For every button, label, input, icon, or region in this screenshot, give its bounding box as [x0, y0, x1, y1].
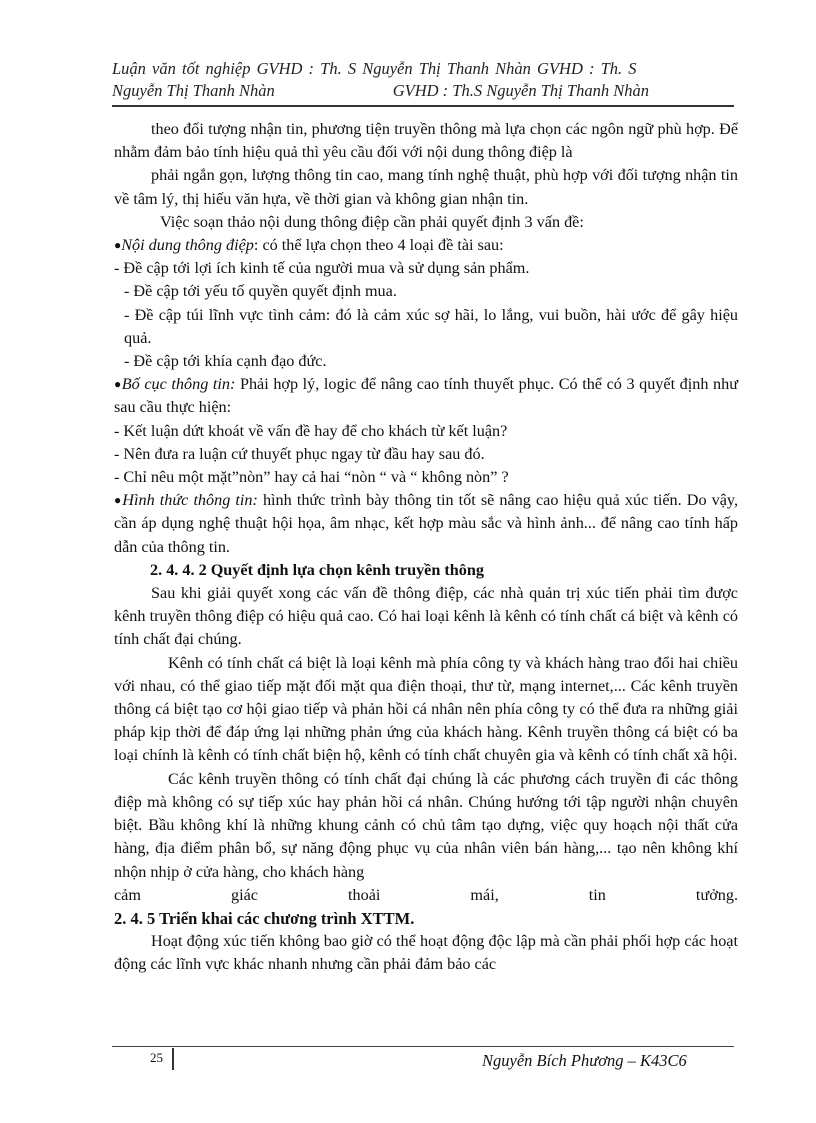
footer-divider — [112, 1046, 734, 1047]
dash-item: - Nên đưa ra luận cứ thuyết phục ngay từ đầu hay sau đó. — [114, 444, 485, 463]
bullet-icon: ● — [114, 377, 122, 392]
header-line-2 — [112, 80, 732, 102]
paragraph: Kênh có tính chất cá biệt là loại kênh mà phía công ty và khách hàng trao đổi hai chiều với nhau, có thể giao tiếp mặt đối mặt qua điện thoại, thư từ, mạng internet,... Các kênh truyền thông cá biệt tạo cơ hội giao tiếp và phản hồi cá nhân nên phía công ty có thể đưa ra những giải pháp kịp thời để đáp ứng lại những phản ứng của khách hàng. Kênh truyền thông cá biệt có ba loại chính là kênh có tính chất biện hộ, kênh có tính chất chuyên gia và kênh có tính chất xã hội. — [114, 653, 738, 765]
paragraph: theo đối tượng nhận tin, phương tiện truyền thông mà lựa chọn các ngôn ngữ phù hợp. Để nhằm đảm bảo tính hiệu quả thì yêu cầu đối với nội dung thông điệp là — [114, 120, 738, 162]
bullet-icon: ● — [114, 493, 123, 508]
bullet-lead: Nội dung thông điệp — [121, 236, 254, 255]
footer-author: Nguyễn Bích Phương – K43C6 — [482, 1051, 687, 1070]
paragraph: Các kênh truyền thông có tính chất đại chúng là các phương cách truyền đi các thông điệp mà không có sự tiếp xúc hay phản hồi cá nhân. Chúng hướng tới tập người nhận chuyên biệt. Bầu không khí là những khung cảnh có chủ tâm tạo dựng, việc quy hoạch nội thất cửa hàng, địa điểm phân bổ, sự năng động phục vụ của nhân viên bán hàng,... tạo nên không khí nhộn nhịp ở cửa hàng, cho khách hàng — [114, 769, 738, 881]
paragraph-last-line: cảm giác thoải mái, tin tưởng. — [114, 885, 738, 904]
dash-item: - Đề cập tới lợi ích kinh tế của người mua và sử dụng sản phẩm. — [114, 259, 530, 278]
page-number: 25 — [150, 1050, 163, 1065]
dash-item: - Đề cập tới khía cạnh đạo đức. — [124, 352, 327, 371]
bullet-item — [114, 373, 738, 419]
bullet-text: hình thức trình bày thông tin tốt sẽ nâng cao hiệu quả xúc tiến. Do vậy, cần áp dụng nghệ thuật hội họa, âm nhạc, kết hợp màu sắc và hình ảnh... để nâng cao tính hấp dẫn của thông tin. — [114, 491, 738, 556]
header-line-2-left: Nguyễn Thị Thanh Nhàn — [112, 81, 275, 100]
header-line-2-right: GVHD : Th.S Nguyễn Thị Thanh Nhàn — [392, 81, 649, 100]
header-line-1: Luận văn tốt nghiệp GVHD : Th. S Nguyễn Thị Thanh Nhàn GVHD : Th. S — [112, 59, 637, 78]
footer-separator — [172, 1048, 174, 1070]
section-heading: 2. 4. 5 Triển khai các chương trình XTTM. — [114, 908, 415, 928]
paragraph: Hoạt động xúc tiến không bao giờ có thể hoạt động độc lập mà cần phải phối hợp các hoạt động các lĩnh vực khác nhanh nhưng cần phải đảm bảo các — [114, 932, 738, 974]
bullet-text: Phải hợp lý, logic để nâng cao tính thuyết phục. Có thể có 3 quyết định như sau cầu thực hiện: — [114, 375, 739, 417]
bullet-text: : có thể lựa chọn theo 4 loại đề tài sau: — [253, 236, 504, 255]
bullet-lead: Hình thức thông tin: — [122, 491, 258, 510]
dash-item: - Chỉ nêu một mặt”nòn” hay cả hai “nòn “ và “ không nòn” ? — [114, 468, 509, 487]
paragraph: phải ngắn gọn, lượng thông tin cao, mang tính nghệ thuật, phù hợp với đối tượng nhận tin về tâm lý, thị hiếu văn hựa, về thời gian và không gian nhận tin. — [114, 166, 738, 208]
dash-item: - Đề cập tới yếu tố quyền quyết định mua. — [124, 282, 397, 301]
header-divider — [112, 105, 734, 107]
page-header — [112, 58, 732, 102]
dash-item: - Đề cập túi lĩnh vực tình cảm: đó là cảm xúc sợ hãi, lo lắng, vui buồn, hài ước để gây hiệu quả. — [124, 305, 738, 347]
dash-item: - Kết luận dứt khoát về vấn đề hay để cho khách từ kết luận? — [114, 421, 508, 440]
document-body — [114, 118, 738, 977]
bullet-icon: ● — [114, 238, 122, 253]
paragraph: Việc soạn thảo nội dung thông điệp cần phải quyết định 3 vấn đề: — [160, 212, 584, 231]
bullet-item — [114, 234, 738, 257]
bullet-item — [114, 489, 738, 559]
bullet-lead: Bố cục thông tin: — [121, 375, 236, 394]
section-heading: 2. 4. 4. 2 Quyết định lựa chọn kênh truyền thông — [150, 560, 484, 579]
paragraph: Sau khi giải quyết xong các vấn đề thông điệp, các nhà quản trị xúc tiến phải tìm được kênh truyền thông điệp có hiệu quả cao. Có hai loại kênh là kênh có tính chất cá biệt và kênh có tính chất đại chúng. — [114, 584, 738, 649]
